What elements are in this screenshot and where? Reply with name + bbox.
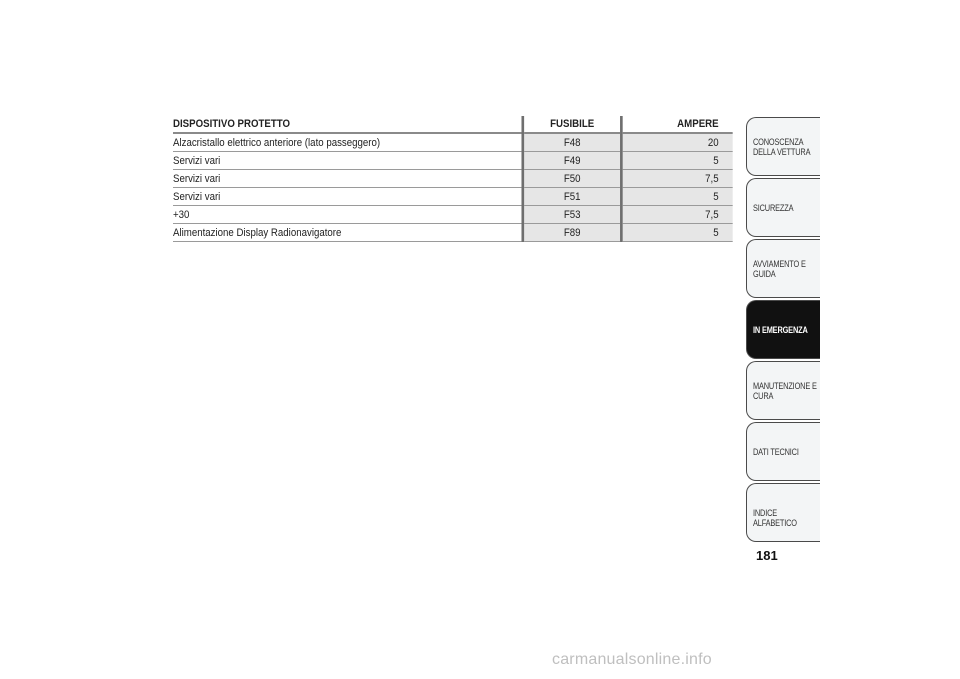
cell-ampere: 7,5 (621, 170, 732, 188)
table-row (173, 170, 733, 188)
cell-ampere: 5 (621, 152, 732, 170)
cell-device: Servizi vari (173, 152, 523, 170)
cell-device: Servizi vari (173, 188, 523, 206)
tab-in-emergenza[interactable] (746, 300, 820, 359)
cell-device: Servizi vari (173, 170, 523, 188)
tab-label: SICUREZZA (753, 203, 794, 213)
table-row (173, 206, 733, 224)
cell-device: Alimentazione Display Radionavigatore (173, 224, 523, 242)
table-row (173, 224, 733, 242)
tab-dati-tecnici[interactable] (746, 422, 820, 481)
tab-label: IN EMERGENZA (753, 325, 808, 335)
tab-indice-alfabetico[interactable] (746, 483, 820, 542)
tab-label: MANUTENZIONE E CURA (753, 381, 817, 401)
cell-fuse: F53 (523, 206, 622, 224)
tab-label: DATI TECNICI (753, 447, 799, 457)
table-row (173, 152, 733, 170)
cell-fuse: F89 (523, 224, 622, 242)
cell-ampere: 5 (621, 224, 732, 242)
cell-device: +30 (173, 206, 523, 224)
fuse-table (173, 116, 733, 242)
tab-label: AVVIAMENTO E GUIDA (753, 259, 806, 279)
cell-fuse: F48 (523, 133, 622, 152)
tab-avviamento-e-guida[interactable] (746, 239, 820, 298)
table-row (173, 188, 733, 206)
tab-label: INDICE ALFABETICO (753, 508, 797, 528)
cell-ampere: 20 (621, 133, 732, 152)
watermark-text: carmanualsonline.info (552, 651, 712, 668)
header-device: DISPOSITIVO PROTETTO (173, 116, 523, 133)
header-ampere: AMPERE (621, 116, 732, 133)
cell-fuse: F51 (523, 188, 622, 206)
header-fuse: FUSIBILE (523, 116, 622, 133)
cell-fuse: F49 (523, 152, 622, 170)
table-row (173, 133, 733, 152)
section-tabs (746, 117, 820, 544)
table-header-row (173, 116, 733, 133)
tab-manutenzione-e-cura[interactable] (746, 361, 820, 420)
cell-fuse: F50 (523, 170, 622, 188)
cell-ampere: 5 (621, 188, 732, 206)
cell-ampere: 7,5 (621, 206, 732, 224)
tab-label: CONOSCENZA DELLA VETTURA (753, 137, 811, 157)
tab-sicurezza[interactable] (746, 178, 820, 237)
page-number: 181 (756, 548, 778, 563)
cell-device: Alzacristallo elettrico anteriore (lato passeggero) (173, 133, 523, 152)
tab-conoscenza-della-vettura[interactable] (746, 117, 820, 176)
